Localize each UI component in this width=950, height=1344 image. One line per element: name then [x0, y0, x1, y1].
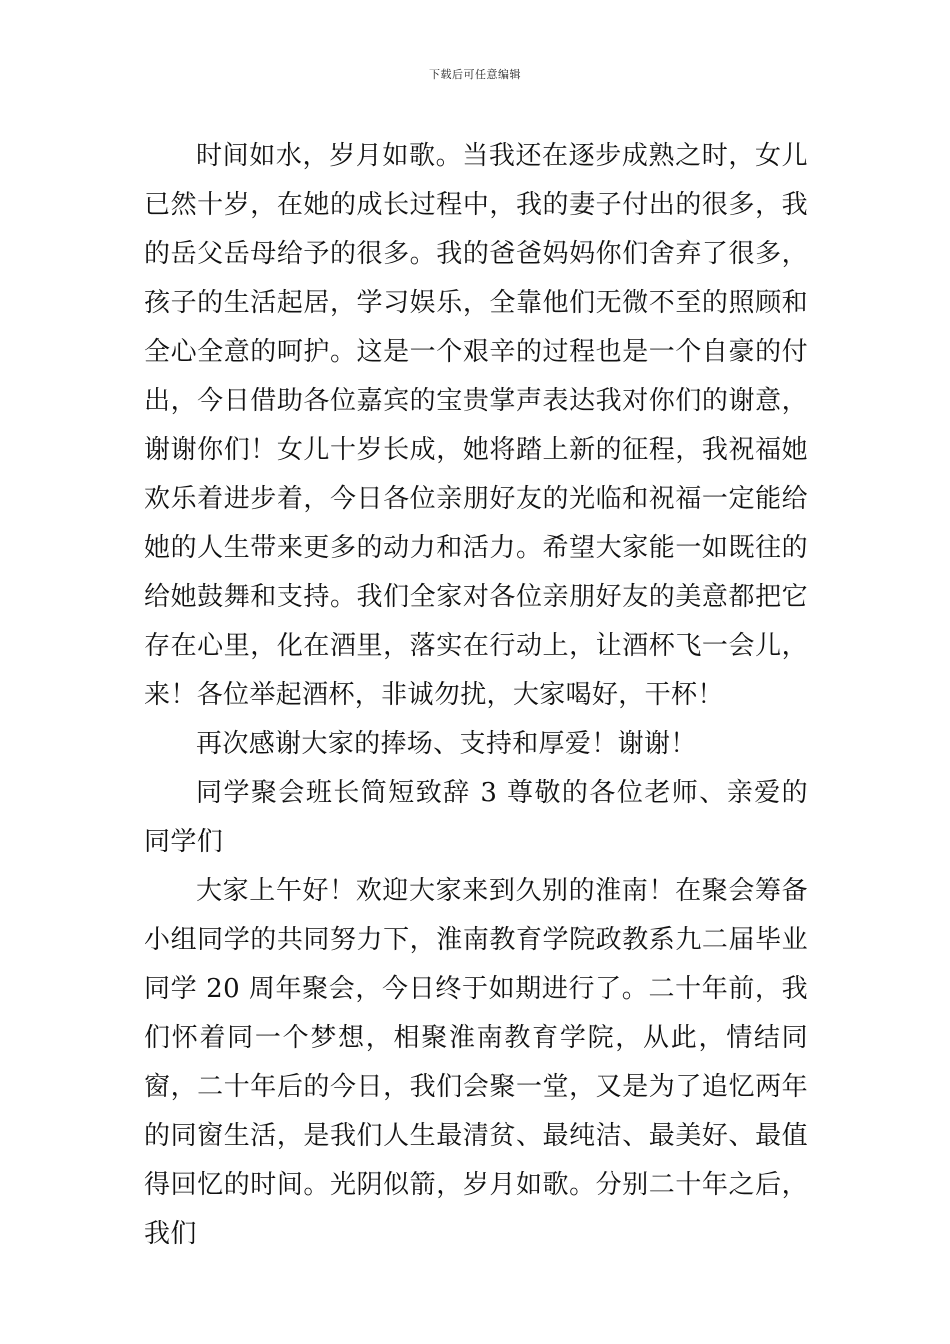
- paragraph-greeting: 大家上午好！欢迎大家来到久别的淮南！在聚会筹备小组同学的共同努力下，淮南教育学院政教系九二届毕业同学 20 周年聚会，今日终于如期进行了。二十年前，我们怀着同一个梦想，相聚淮南教育学院，从此，情结同窗，二十年后的今日，我们会聚一堂，又是为了追忆两年的同窗生活，是我们人生最清贫、最纯洁、最美好、最值得回忆的时间。光阴似箭，岁月如歌。分别二十年之后，我们: [144, 876, 808, 1249]
- paragraph-section-title: 同学聚会班长简短致辞 3 尊敬的各位老师、亲爱的同学们: [144, 778, 808, 857]
- paragraph-toast: 时间如水，岁月如歌。当我还在逐步成熟之时，女儿已然十岁，在她的成长过程中，我的妻子付出的很多，我的岳父岳母给予的很多。我的爸爸妈妈你们舍弃了很多，孩子的生活起居，学习娱乐，全靠他们无微不至的照顾和全心全意的呵护。这是一个艰辛的过程也是一个自豪的付出，今日借助各位嘉宾的宝贵掌声表达我对你们的谢意，谢谢你们！女儿十岁长成，她将踏上新的征程，我祝福她欢乐着进步着，今日各位亲朋好友的光临和祝福一定能给她的人生带来更多的动力和活力。希望大家能一如既往的给她鼓舞和支持。我们全家对各位亲朋好友的美意都把它存在心里，化在酒里，落实在行动上，让酒杯飞一会儿，来！各位举起酒杯，非诚勿扰，大家喝好，干杯！: [144, 141, 808, 710]
- page-header: 下载后可任意编辑: [429, 68, 521, 81]
- document-body: [144, 132, 808, 1259]
- paragraph-thanks: 再次感谢大家的捧场、支持和厚爱！谢谢！: [196, 729, 697, 759]
